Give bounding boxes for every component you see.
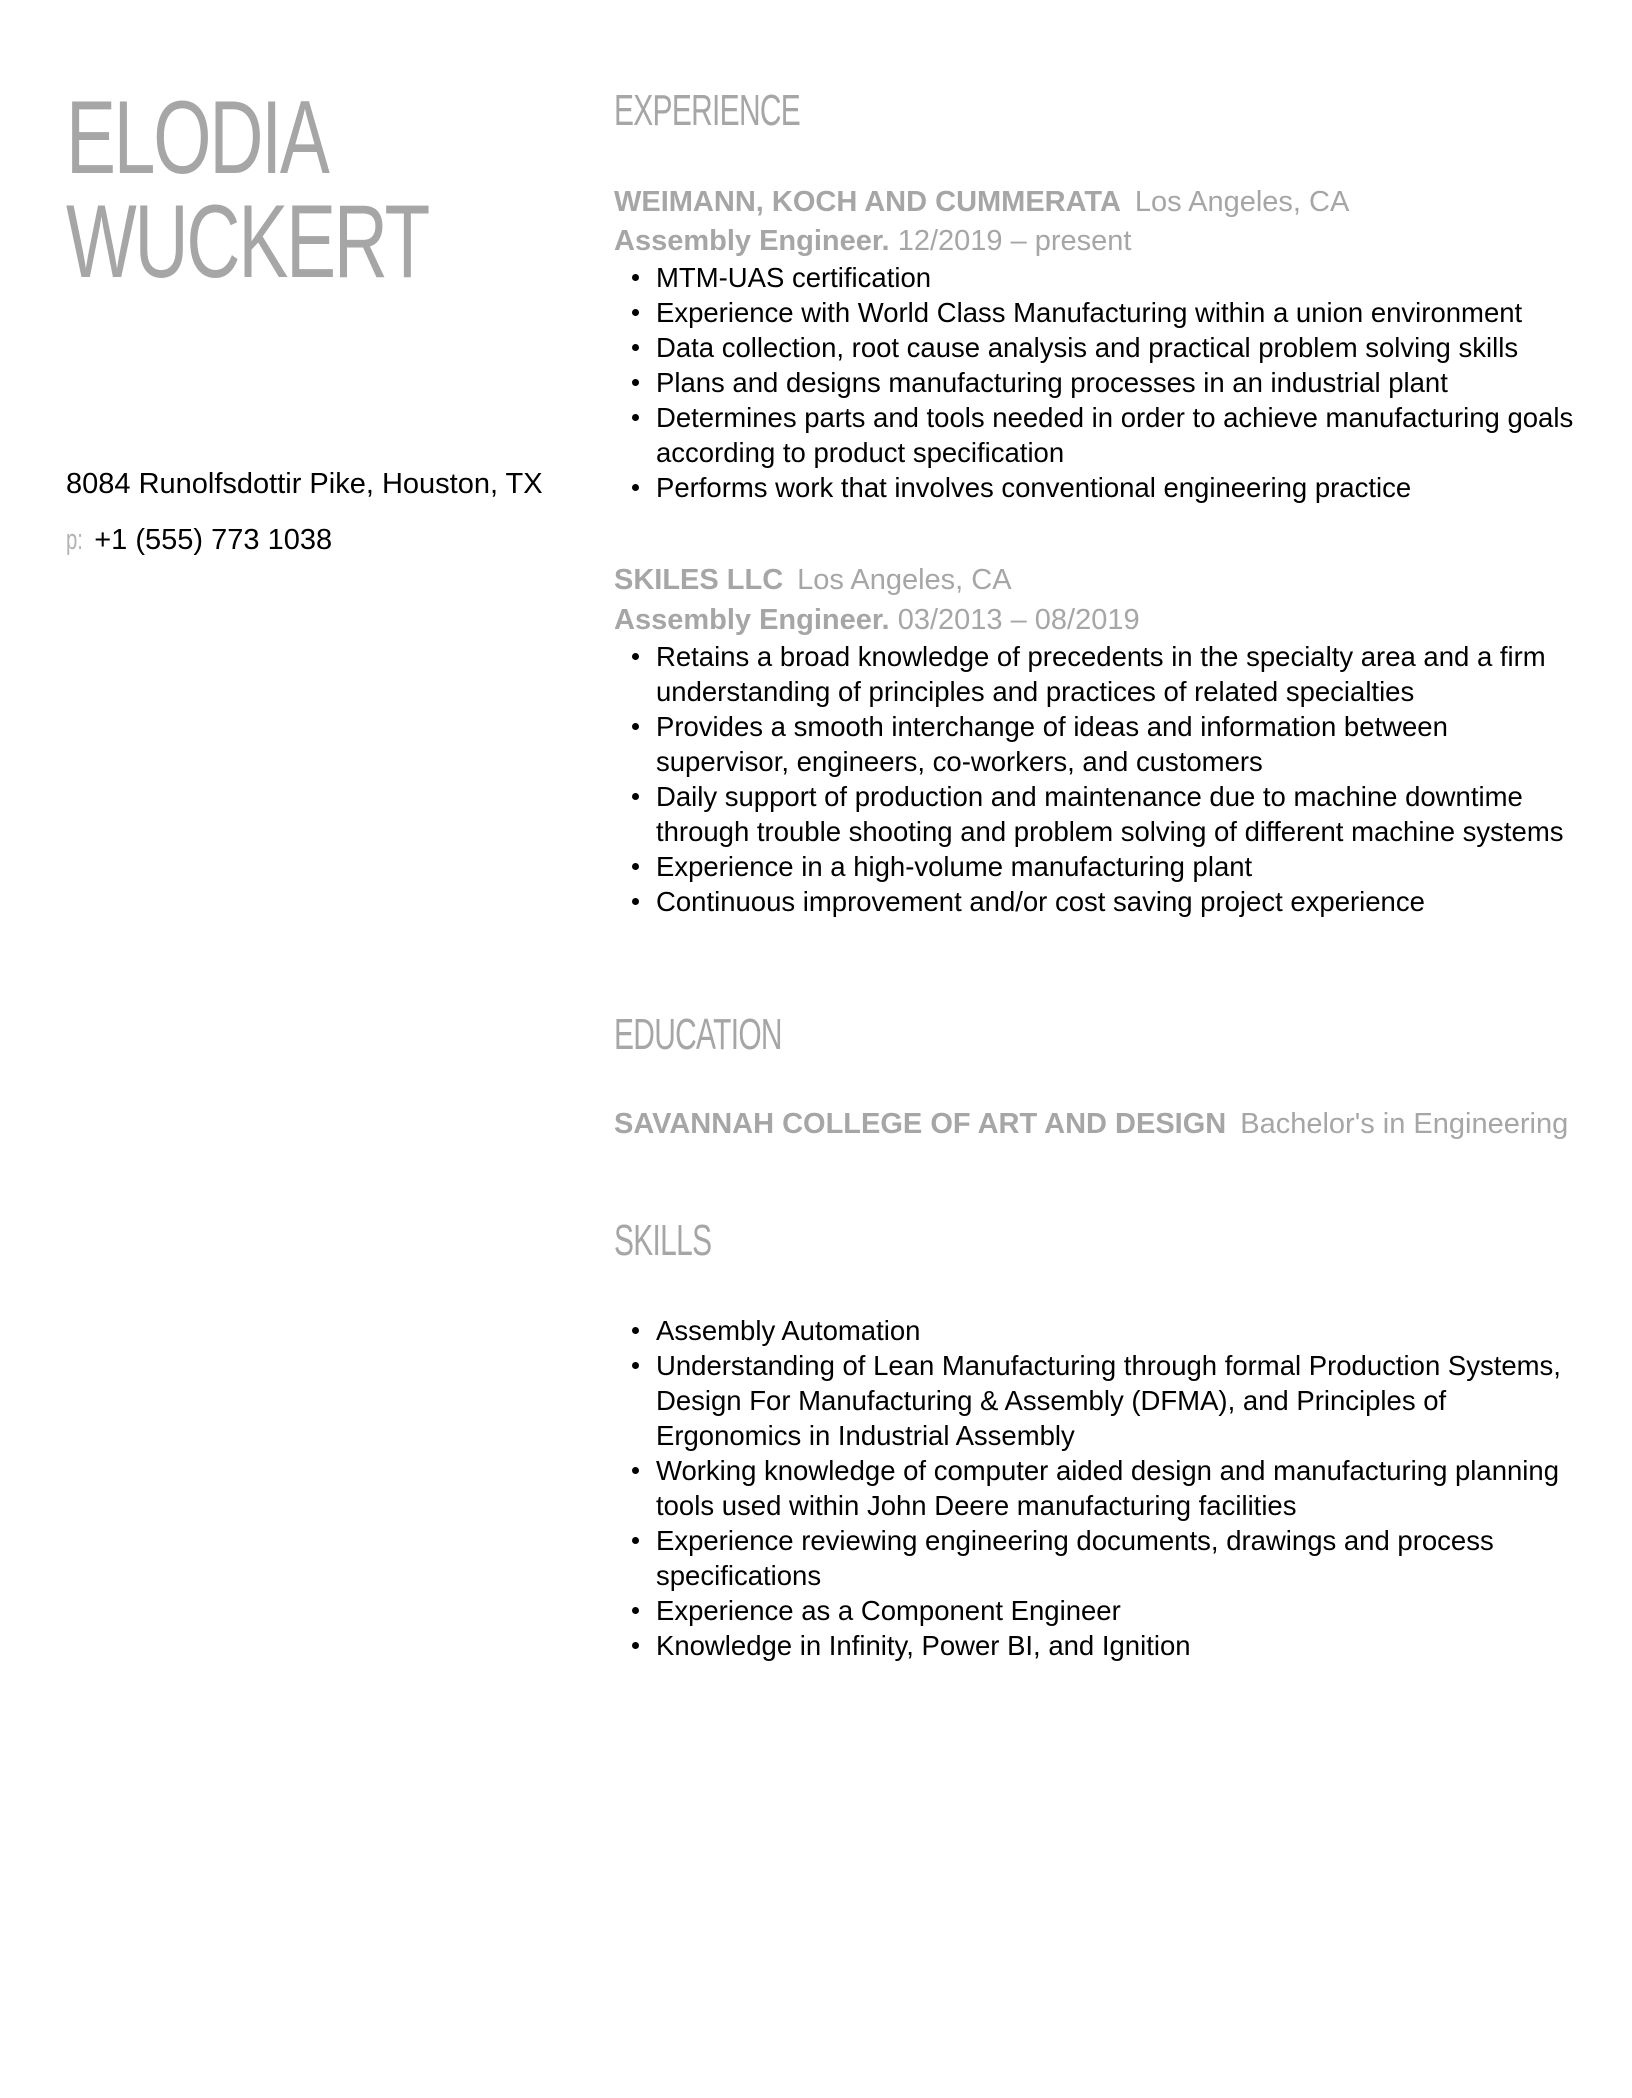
job-1-company: WEIMANN, KOCH AND CUMMERATA xyxy=(614,186,1121,218)
list-item: Determines parts and tools needed in order to achieve manufacturing goals according to product specification xyxy=(614,400,1574,470)
list-item: Understanding of Lean Manufacturing through formal Production Systems, Design For Manufacturing & Assembly (DFMA), and Principles of Ergonomics in Industrial Assembly xyxy=(614,1348,1574,1453)
skills-list xyxy=(614,1313,1574,1663)
job-2-header xyxy=(614,562,1012,598)
list-item: Experience as a Component Engineer xyxy=(614,1593,1574,1628)
list-item: Retains a broad knowledge of precedents in the specialty area and a firm understanding of principles and practices of related specialties xyxy=(614,639,1574,709)
list-item: Daily support of production and maintenance due to machine downtime through trouble shooting and problem solving of different machine systems xyxy=(614,779,1574,849)
job-1-header xyxy=(614,184,1349,220)
phone-line xyxy=(66,522,332,558)
address: 8084 Runolfsdottir Pike, Houston, TX xyxy=(66,468,543,500)
first-name: ELODIA xyxy=(66,80,328,196)
list-item: Experience with World Class Manufacturing within a union environment xyxy=(614,295,1574,330)
education-degree: Bachelor's in Engineering xyxy=(1240,1108,1569,1140)
list-item: Working knowledge of computer aided design and manufacturing planning tools used within John Deere manufacturing facilities xyxy=(614,1453,1574,1523)
list-item: Experience in a high-volume manufacturing plant xyxy=(614,849,1574,884)
list-item: Performs work that involves conventional engineering practice xyxy=(614,470,1574,505)
list-item: Assembly Automation xyxy=(614,1313,1574,1348)
education-entry xyxy=(614,1106,1568,1142)
last-name: WUCKERT xyxy=(66,184,429,300)
profile-panel xyxy=(66,80,566,300)
skills-title: SKILLS xyxy=(614,1216,712,1265)
candidate-name xyxy=(66,80,429,300)
job-2-bullets xyxy=(614,639,1574,919)
education-school: SAVANNAH COLLEGE OF ART AND DESIGN xyxy=(614,1108,1227,1140)
list-item: Data collection, root cause analysis and practical problem solving skills xyxy=(614,330,1574,365)
job-2-dates: 03/2013 – 08/2019 xyxy=(897,604,1140,636)
job-2-company: SKILES LLC xyxy=(614,564,784,596)
list-item: Provides a smooth interchange of ideas and information between supervisor, engineers, co-workers, and customers xyxy=(614,709,1574,779)
list-item: Continuous improvement and/or cost saving project experience xyxy=(614,884,1574,919)
job-2-role: Assembly Engineer. xyxy=(614,604,890,636)
experience-title: EXPERIENCE xyxy=(614,86,801,135)
list-item: Plans and designs manufacturing processes in an industrial plant xyxy=(614,365,1574,400)
job-1-dates: 12/2019 – present xyxy=(897,225,1132,257)
job-2-location: Los Angeles, CA xyxy=(797,564,1012,596)
list-item: MTM-UAS certification xyxy=(614,260,1574,295)
list-item: Knowledge in Infinity, Power BI, and Ignition xyxy=(614,1628,1574,1663)
job-1-location: Los Angeles, CA xyxy=(1134,186,1350,218)
education-title: EDUCATION xyxy=(614,1010,782,1059)
list-item: Experience reviewing engineering documents, drawings and process specifications xyxy=(614,1523,1574,1593)
job-1-role-line xyxy=(614,223,1132,259)
job-2-role-line xyxy=(614,602,1140,638)
job-1-bullets xyxy=(614,260,1574,505)
phone-label: p: xyxy=(66,524,83,556)
phone-number: +1 (555) 773 1038 xyxy=(94,524,333,556)
job-1-role: Assembly Engineer. xyxy=(614,225,890,257)
